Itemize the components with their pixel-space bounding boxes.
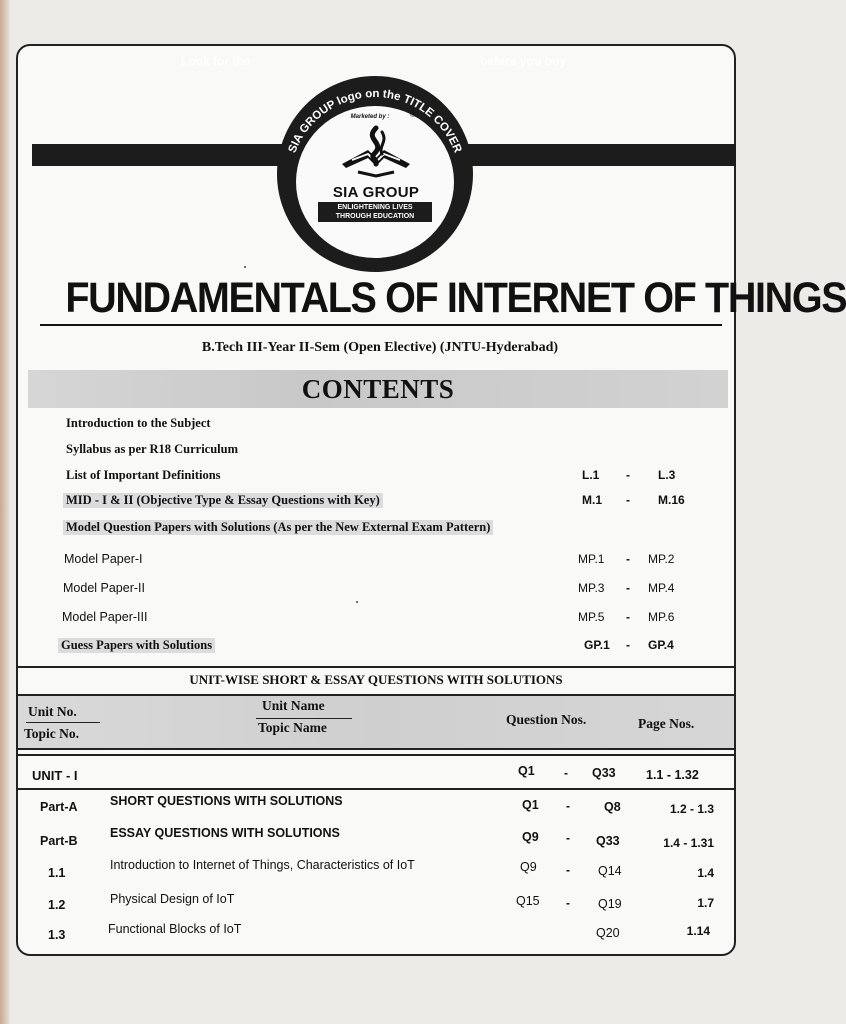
toc-row: [18, 442, 734, 464]
header-rule: [26, 722, 100, 723]
toc-page-from: GP.1: [584, 638, 610, 652]
toc-page-dash: -: [626, 468, 630, 482]
registered-mark: ®: [410, 110, 416, 119]
row-name: Physical Design of IoT: [110, 892, 235, 906]
row-name: ESSAY QUESTIONS WITH SOLUTIONS: [110, 826, 340, 840]
toc-item-label: Model Paper-I: [64, 552, 143, 566]
toc-row: [18, 610, 734, 632]
section-divider: [18, 666, 734, 668]
toc-page-dash: -: [626, 610, 630, 624]
row-pages: 1.14: [686, 924, 710, 938]
toc-row: [18, 468, 734, 490]
row-dash: -: [566, 896, 570, 910]
toc-page-to: M.16: [658, 493, 685, 507]
col-topic-no: Topic No.: [24, 726, 80, 741]
unit-q-from: Q1: [518, 764, 535, 778]
arc-text-path: SIA GROUP logo on the TITLE COVER: [286, 87, 464, 155]
toc-item-label: Syllabus as per R18 Curriculum: [66, 442, 239, 456]
toc-page-to: GP.4: [648, 638, 674, 652]
toc-page-to: MP.2: [648, 552, 675, 566]
toc-row: [18, 493, 734, 515]
column-header-band: [18, 696, 734, 748]
row-q-to: Q33: [596, 834, 620, 848]
toc-item-label: Guess Papers with Solutions: [58, 638, 215, 653]
row-pages: 1.2 - 1.3: [669, 802, 714, 816]
col-question-nos: Question Nos.: [506, 712, 587, 727]
col-unit-no: Unit No.: [28, 704, 77, 719]
sia-logo-icon: [338, 124, 414, 182]
toc-page-dash: -: [626, 552, 630, 566]
row-dash: -: [566, 831, 570, 845]
toc-page-to: MP.4: [648, 581, 675, 595]
title-underline: [40, 324, 722, 326]
row-no: 1.1: [48, 866, 66, 880]
unit-dash: -: [564, 766, 568, 780]
contents-heading: CONTENTS: [301, 374, 455, 404]
row-pages: 1.4 - 1.31: [663, 836, 714, 850]
row-pages: 1.4: [697, 866, 714, 880]
row-no: 1.3: [48, 928, 66, 942]
print-speck: [244, 266, 246, 268]
brand-tagline: [318, 202, 432, 222]
section-divider: [18, 748, 734, 750]
header-rule: [256, 718, 352, 719]
row-name: Introduction to Internet of Things, Characteristics of IoT: [110, 858, 415, 872]
row-q-to: Q19: [598, 897, 622, 911]
tagline-line2: THROUGH EDUCATION: [335, 213, 415, 220]
banner-left-text: Look for the: [181, 54, 251, 68]
toc-page-dash: -: [626, 493, 630, 507]
unit-pages: 1.1 - 1.32: [646, 768, 699, 782]
toc-row: [18, 638, 734, 660]
toc-page-from: MP.1: [578, 552, 605, 566]
book-title: FUNDAMENTALS OF INTERNET OF THINGS: [65, 274, 846, 322]
toc-row: [18, 416, 734, 438]
col-topic-name: Topic Name: [258, 720, 327, 735]
unit-q-to: Q33: [592, 766, 616, 780]
toc-page-from: L.1: [582, 468, 600, 482]
toc-item-label: Introduction to the Subject: [66, 416, 211, 430]
col-page-nos: Page Nos.: [638, 716, 695, 731]
section-divider: [18, 754, 734, 756]
toc-page-to: L.3: [658, 468, 676, 482]
toc-row: [18, 581, 734, 603]
toc-page-from: MP.5: [578, 610, 605, 624]
row-q-to: Q8: [604, 800, 621, 814]
row-dash: -: [566, 799, 570, 813]
toc-item-label: Model Paper-II: [63, 581, 145, 595]
toc-page-from: MP.3: [578, 581, 605, 595]
brand-name: SIA GROUP: [332, 184, 420, 201]
banner-right-text: before you buy: [480, 54, 567, 68]
toc-item-label: List of Important Definitions: [66, 468, 221, 482]
tagline-line1: ENLIGHTENING LIVES: [337, 204, 413, 211]
row-q-from: Q9: [522, 830, 539, 844]
toc-row: [18, 520, 734, 542]
row-q-to: Q20: [596, 926, 620, 940]
marketed-by-label: Marketed by :: [350, 114, 390, 120]
toc-item-label: Model Paper-III: [62, 610, 148, 624]
toc-row: [18, 552, 734, 574]
document-frame: [16, 44, 846, 956]
toc-item-label: MID - I & II (Objective Type & Essay Questions with Key): [63, 493, 383, 508]
unit-label: UNIT - I: [32, 768, 78, 783]
section-divider: [18, 788, 734, 790]
row-name: SHORT QUESTIONS WITH SOLUTIONS: [110, 794, 343, 808]
row-q-from: Q1: [522, 798, 539, 812]
row-q-to: Q14: [598, 864, 622, 878]
row-no: Part-A: [40, 800, 78, 814]
row-no: 1.2: [48, 898, 66, 912]
row-dash: -: [566, 863, 570, 877]
row-q-from: Q9: [520, 860, 537, 874]
page-edge: [0, 0, 10, 1024]
toc-page-to: MP.6: [648, 610, 675, 624]
row-no: Part-B: [40, 834, 78, 848]
toc-page-dash: -: [626, 581, 630, 595]
book-subtitle: B.Tech III-Year II-Sem (Open Elective) (JNTU-Hyderabad): [201, 340, 559, 355]
toc-item-label: Model Question Papers with Solutions (As per the New External Exam Pattern): [63, 520, 493, 535]
row-name: Functional Blocks of IoT: [108, 922, 242, 936]
toc-page-dash: -: [626, 638, 630, 652]
row-q-from: Q15: [516, 894, 540, 908]
row-pages: 1.7: [697, 896, 714, 910]
toc-page-from: M.1: [582, 493, 603, 507]
print-speck: [356, 601, 358, 603]
col-unit-name: Unit Name: [262, 698, 325, 713]
unitwise-heading: UNIT-WISE SHORT & ESSAY QUESTIONS WITH SOLUTIONS: [189, 672, 563, 687]
